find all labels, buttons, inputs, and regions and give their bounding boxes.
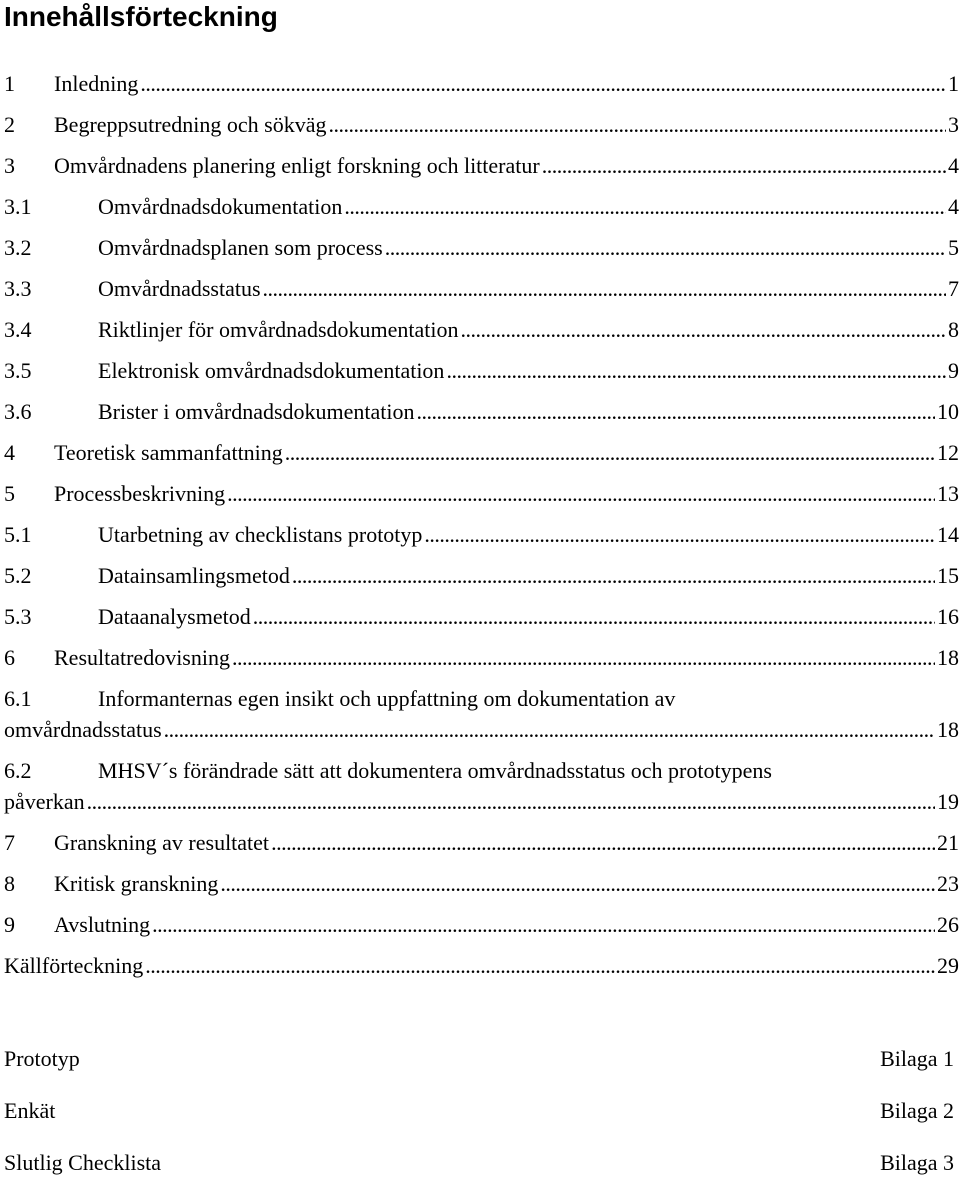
toc-entry-page: 15 xyxy=(937,563,959,588)
toc-entry xyxy=(4,911,959,939)
toc-entry xyxy=(4,521,959,549)
toc-entry-title: Omvårdnadsdokumentation xyxy=(98,194,343,219)
toc-dot-leader xyxy=(329,111,947,139)
toc-entry-page: 26 xyxy=(937,912,959,937)
toc-dot-leader xyxy=(220,870,935,898)
toc-entry-page: 5 xyxy=(948,235,959,260)
toc-dot-leader xyxy=(271,829,935,857)
toc-entry-title: Datainsamlingsmetod xyxy=(98,563,290,588)
toc-dot-leader xyxy=(385,234,946,262)
toc-entry-number: 1 xyxy=(4,71,15,96)
toc-entry-number: 3.4 xyxy=(4,317,32,342)
toc-entry-page: 4 xyxy=(948,153,959,178)
toc-entry-title: Granskning av resultatet xyxy=(54,830,270,855)
toc-entry-title: Kritisk granskning xyxy=(54,871,219,896)
toc-dot-leader xyxy=(87,788,935,816)
toc-entry-line1 xyxy=(4,757,959,785)
toc-entry-title: Teoretisk sammanfattning xyxy=(54,440,283,465)
toc-entry xyxy=(4,316,959,344)
toc-entry xyxy=(4,275,959,303)
toc-entry-page: 9 xyxy=(948,358,959,383)
toc-entry xyxy=(4,234,959,262)
toc-entry-title: Riktlinjer för omvårdnadsdokumentation xyxy=(98,317,459,342)
toc-entry-title: Omvårdnadsstatus xyxy=(98,276,261,301)
toc-entry-title: Omvårdnadsplanen som process xyxy=(98,235,383,260)
toc-entry-title: Resultatredovisning xyxy=(54,645,230,670)
toc-dot-leader xyxy=(263,275,946,303)
toc-entry-number: 2 xyxy=(4,112,15,137)
toc-entry xyxy=(4,603,959,631)
toc-entry-title: Informanternas egen insikt och uppfattning om dokumentation av xyxy=(98,686,676,711)
toc-entry xyxy=(4,193,959,221)
attachment-ref: Bilaga 2 xyxy=(880,1098,954,1123)
toc-heading: Innehållsförteckning xyxy=(4,1,278,32)
toc-entry-title: MHSV´s förändrade sätt att dokumentera omvårdnadsstatus och prototypens xyxy=(98,758,772,783)
toc-entry-page: 29 xyxy=(937,953,959,978)
toc-dot-leader xyxy=(285,439,935,467)
toc-entry-number: 4 xyxy=(4,440,15,465)
toc-entry-page: 1 xyxy=(948,71,959,96)
toc-dot-leader xyxy=(145,952,935,980)
toc-entry-page: 3 xyxy=(948,112,959,137)
toc-entry xyxy=(4,829,959,857)
toc-entry-page: 10 xyxy=(937,399,959,424)
toc-dot-leader xyxy=(164,716,935,744)
toc-entry-page: 18 xyxy=(937,717,959,742)
toc-dot-leader xyxy=(417,398,936,426)
toc-dot-leader xyxy=(152,911,935,939)
toc-entry-title: Processbeskrivning xyxy=(54,481,226,506)
toc-dot-leader xyxy=(292,562,935,590)
toc-entry-page: 18 xyxy=(937,645,959,670)
toc-entry-number: 3.6 xyxy=(4,399,32,424)
toc-entry-number: 8 xyxy=(4,871,15,896)
toc-entry-title: Omvårdnadens planering enligt forskning och litteratur xyxy=(54,153,540,178)
toc-entry xyxy=(4,70,959,98)
toc-entry xyxy=(4,439,959,467)
toc-entry-number: 7 xyxy=(4,830,15,855)
toc-entry xyxy=(4,152,959,180)
toc-dot-leader xyxy=(140,70,946,98)
toc-entry-title: Dataanalysmetod xyxy=(98,604,251,629)
toc-entry-title: Begreppsutredning och sökväg xyxy=(54,112,327,137)
toc-entry-title: Brister i omvårdnadsdokumentation xyxy=(98,399,415,424)
attachment-ref: Bilaga 3 xyxy=(880,1150,954,1175)
toc-entry xyxy=(4,644,959,672)
toc-entry-number: 5.3 xyxy=(4,604,32,629)
toc-entry-number: 3.2 xyxy=(4,235,32,260)
toc-entry-page: 13 xyxy=(937,481,959,506)
toc-entry-number: 3.3 xyxy=(4,276,32,301)
attachment-ref: Bilaga 1 xyxy=(880,1046,954,1071)
toc-dot-leader xyxy=(424,521,935,549)
attachment-row xyxy=(4,1148,954,1178)
toc-entry-page: 14 xyxy=(937,522,959,547)
toc-entry-number: 3.1 xyxy=(4,194,32,219)
toc-dot-leader xyxy=(461,316,947,344)
toc-dot-leader xyxy=(227,480,935,508)
toc-entry-page: 16 xyxy=(937,604,959,629)
toc-entry xyxy=(4,398,959,426)
toc-dot-leader xyxy=(344,193,946,221)
toc-entry-number: 3 xyxy=(4,153,15,178)
toc-entry-number: 5.1 xyxy=(4,522,32,547)
toc-entry-title: Avslutning xyxy=(54,912,151,937)
toc-entry xyxy=(4,562,959,590)
toc-entry-page: 23 xyxy=(937,871,959,896)
attachment-row xyxy=(4,1096,954,1126)
toc-entry-page: 7 xyxy=(948,276,959,301)
toc-entry-line2 xyxy=(4,716,959,744)
toc-entry-page: 21 xyxy=(937,830,959,855)
toc-entry-title: Inledning xyxy=(54,71,139,96)
toc-entry-page: 12 xyxy=(937,440,959,465)
toc-entry xyxy=(4,111,959,139)
toc-dot-leader xyxy=(253,603,935,631)
toc-entry-line2 xyxy=(4,788,959,816)
toc-entry-line1 xyxy=(4,685,959,713)
toc-entry-title-cont: påverkan xyxy=(4,789,85,814)
toc-entry xyxy=(4,357,959,385)
attachment-name: Enkät xyxy=(4,1098,56,1123)
attachment-name: Prototyp xyxy=(4,1046,80,1071)
toc-entry xyxy=(4,952,959,980)
toc-entry-number: 9 xyxy=(4,912,15,937)
toc-entry xyxy=(4,480,959,508)
toc-entry-title: Elektronisk omvårdnadsdokumentation xyxy=(98,358,445,383)
toc-entry-title-cont: omvårdnadsstatus xyxy=(4,717,162,742)
toc-entry-number: 6.1 xyxy=(4,686,32,711)
toc-entry-title: Utarbetning av checklistans prototyp xyxy=(98,522,423,547)
toc-entry-page: 8 xyxy=(948,317,959,342)
toc-entry-number: 6 xyxy=(4,645,15,670)
toc-entry-number: 3.5 xyxy=(4,358,32,383)
toc-entry-page: 19 xyxy=(937,789,959,814)
toc-dot-leader xyxy=(232,644,935,672)
toc-entry-number: 5 xyxy=(4,481,15,506)
toc-dot-leader xyxy=(446,357,946,385)
toc-entry xyxy=(4,870,959,898)
toc-dot-leader xyxy=(542,152,946,180)
attachment-row xyxy=(4,1044,954,1074)
toc-entry-number: 6.2 xyxy=(4,758,32,783)
toc-entry-number: 5.2 xyxy=(4,563,32,588)
toc-entry-page: 4 xyxy=(948,194,959,219)
attachment-name: Slutlig Checklista xyxy=(4,1150,162,1175)
toc-entry-title: Källförteckning xyxy=(4,953,144,978)
